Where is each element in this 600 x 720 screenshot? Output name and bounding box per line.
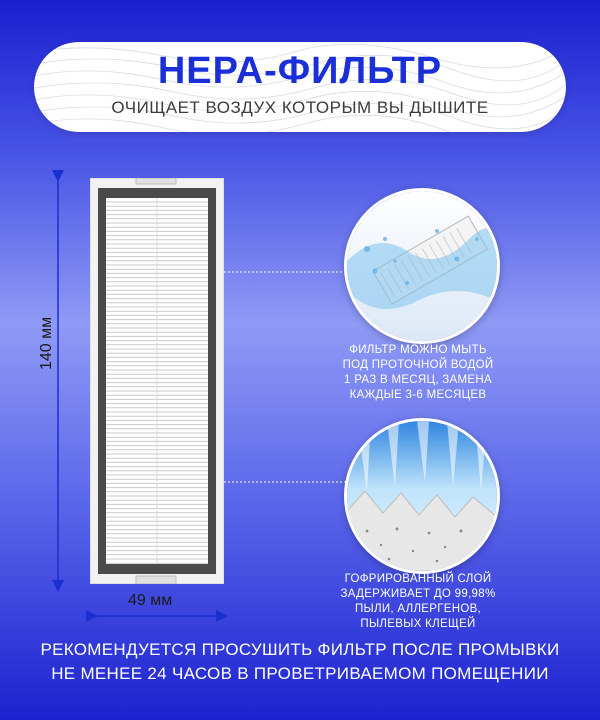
washable-caption xyxy=(308,343,528,403)
footer-line-2: НЕ МЕНЕЕ 24 ЧАСОВ В ПРОВЕТРИВАЕМОМ ПОМЕЩЕНИИ xyxy=(51,664,549,683)
caption-line: ФИЛЬТР МОЖНО МЫТЬ xyxy=(349,344,487,356)
pleated-caption xyxy=(308,572,528,632)
caption-line: КАЖДЫЕ 3-6 МЕСЯЦЕВ xyxy=(349,389,487,401)
hepa-filter-image xyxy=(90,178,224,584)
pleated-layer-photo xyxy=(344,418,500,574)
caption-line: 1 РАЗ В МЕСЯЦ, ЗАМЕНА xyxy=(344,374,492,386)
caption-line: ЗАДЕРЖИВАЕТ ДО 99,98% xyxy=(340,588,496,600)
height-dimension-label: 140 мм xyxy=(38,316,55,370)
page-subtitle: ОЧИЩАЕТ ВОЗДУХ КОТОРЫМ ВЫ ДЫШИТЕ xyxy=(111,98,489,117)
caption-line: ПЫЛИ, АЛЛЕРГЕНОВ, xyxy=(354,603,482,615)
caption-line: ПЫЛЕВЫХ КЛЕЩЕЙ xyxy=(360,618,476,630)
width-dimension-label: 49 мм xyxy=(128,592,173,609)
caption-line: ПОД ПРОТОЧНОЙ ВОДОЙ xyxy=(342,359,494,371)
footer-line-1: РЕКОМЕНДУЕТСЯ ПРОСУШИТЬ ФИЛЬТР ПОСЛЕ ПРОМЫВКИ xyxy=(40,640,560,659)
page-title: НЕРА-ФИЛЬТР xyxy=(157,50,443,92)
washable-filter-photo xyxy=(344,188,500,344)
caption-line: ГОФРИРОВАННЫЙ СЛОЙ xyxy=(344,573,492,585)
